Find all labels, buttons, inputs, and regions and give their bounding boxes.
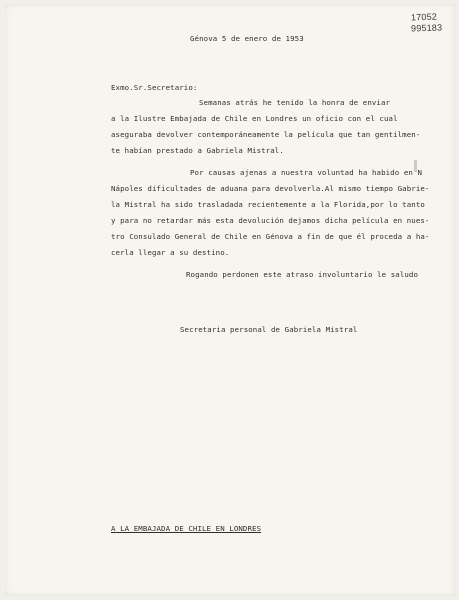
salutation: Exmo.Sr.Secretario: — [111, 83, 198, 92]
paragraph2-line1: Por causas ajenas a nuestra voluntad ha habido en N — [190, 168, 423, 177]
paragraph1-line1: Semanas atrás he tenido la honra de enviar — [199, 98, 391, 107]
paragraph2-line5: tro Consulado General de Chile en Génova a fin de que él proceda a ha- — [111, 232, 430, 241]
paragraph2-line4: y para no retardar más esta devolución dejamos dicha película en nues- — [111, 216, 430, 225]
archive-ref-line2: 995183 — [410, 22, 443, 34]
letter-page — [5, 4, 455, 596]
paragraph1-line2: a la Ilustre Embajada de Chile en Londres un oficio con el cual — [111, 114, 398, 123]
addressee: A LA EMBAJADA DE CHILE EN LONDRES — [111, 524, 262, 533]
paragraph2-line2: Nápoles dificultades de aduana para devolverla.Al mismo tiempo Gabrie- — [111, 184, 430, 193]
signature: Secretaria personal de Gabriela Mistral — [180, 325, 358, 334]
archive-ref-line1: 17052 — [410, 11, 438, 23]
paragraph1-line4: te habían prestado a Gabriela Mistral. — [111, 146, 284, 155]
paragraph2-line6: cerla llegar a su destino. — [111, 248, 230, 257]
paragraph2-line3: la Mistral ha sido trasladada recientemente a la Florida,por lo tanto — [111, 200, 425, 209]
closing: Rogando perdonen este atraso involuntario le saludo — [186, 270, 419, 279]
paragraph1-line3: aseguraba devolver contemporáneamente la película que tan gentilmen- — [111, 130, 421, 139]
letter-date: Génova 5 de enero de 1953 — [190, 34, 304, 43]
